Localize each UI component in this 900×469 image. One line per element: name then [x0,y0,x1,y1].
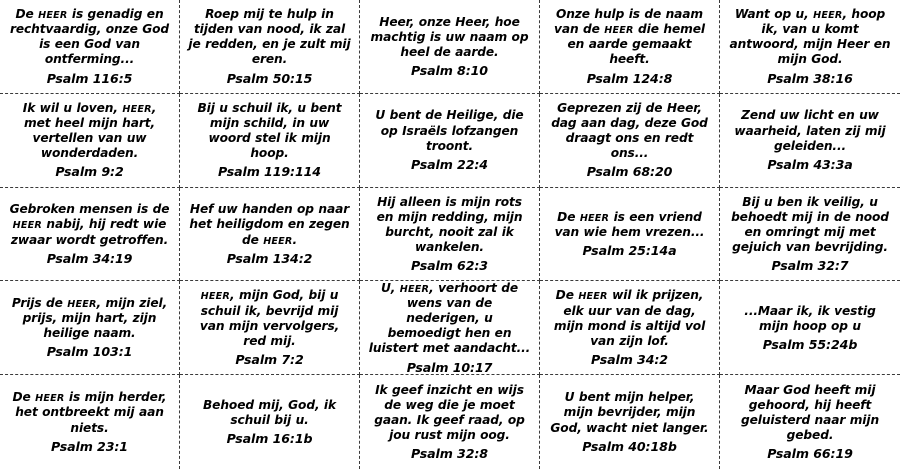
verse-fragment: , met heel mijn hart, vertellen van uw wonderdaden. [23,100,157,161]
verse-text [8,390,171,435]
verse-fragment: Hij alleen is mijn rots en mijn redding, mijn burcht, nooit zal ik wankelen. [376,194,523,255]
verse-card [540,0,720,94]
verse-reference: Psalm 43:3a [767,156,853,172]
verse-fragment: De [555,288,579,303]
verse-text [728,108,892,153]
verse-fragment: Gebroken mensen is de [9,202,170,217]
verse-card [720,0,900,94]
verse-text [368,383,531,444]
verse-reference: Psalm 66:19 [767,446,853,462]
verse-card [360,375,540,469]
verse-card [720,281,900,375]
verse-fragment: , mijn God, bij u schuil ik, bevrijd mij van mijn vervolgers, red mij. [199,288,340,348]
verse-fragment: De [15,7,39,22]
verse-text [8,7,171,68]
verse-card [0,0,180,94]
verse-fragment: Bij u ben ik veilig, u behoedt mij in de nood en omringt mij met gejuich van bevrijding. [731,194,889,255]
divine-name: HEER [579,212,610,224]
divine-name: HEER [263,235,293,247]
divine-name: HEER [35,393,65,405]
verse-card [360,281,540,375]
verse-reference: Psalm 34:19 [46,250,133,266]
divine-name: HEER [67,299,97,311]
verse-reference: Psalm 116:5 [46,70,133,86]
verse-fragment: is genadig en rechtvaardig, onze God is een God van ontferming... [9,7,170,67]
verse-fragment: De [12,390,36,405]
verse-reference: Psalm 119:114 [218,164,321,180]
verse-reference: Psalm 9:2 [55,164,124,180]
verse-text [188,398,351,428]
verse-text [548,7,711,68]
divine-name: HEER [813,10,843,22]
verse-card [540,188,720,282]
verse-fragment: Hef uw handen op naar het heiligdom en zegen de [189,202,350,247]
verse-fragment: , hoop ik, van u komt antwoord, mijn Heer en mijn God. [729,7,891,67]
verse-text [188,202,351,247]
divine-name: HEER [200,291,230,303]
divine-name: HEER [122,103,152,115]
verse-reference: Psalm 50:15 [226,70,313,86]
verse-fragment: Roep mij te hulp in tijden van nood, ik zal je redden, en je zult mij eren. [188,7,351,67]
verse-fragment: Ik geef inzicht en wijs de weg die je moet gaan. Ik geef raad, op jou rust mijn oog. [374,382,525,443]
verse-fragment: , mijn ziel, prijs, mijn hart, zijn heilige naam. [22,296,168,341]
verse-card [720,188,900,282]
verse-fragment: die hemel en aarde gemaakt heeft. [567,22,705,67]
divine-name: HEER [399,283,430,295]
verse-card [540,375,720,469]
verse-text [728,195,892,256]
verse-reference: Psalm 124:8 [586,70,673,86]
verse-text [548,101,711,162]
verse-text [368,195,531,256]
verse-fragment: Prijs de [11,296,68,311]
verse-reference: Psalm 34:2 [591,351,668,367]
verse-text [728,383,892,444]
verse-fragment: U bent mijn helper, mijn bevrijder, mijn God, wacht niet langer. [550,390,709,435]
verse-reference: Psalm 134:2 [226,250,313,266]
verse-text [548,288,711,349]
verse-fragment: U, [381,281,400,295]
verse-reference: Psalm 32:8 [411,446,488,462]
verse-card [180,0,360,94]
verse-reference: Psalm 62:3 [411,258,488,274]
verse-text [728,304,892,334]
verse-text [548,390,711,435]
verse-card [180,94,360,188]
verse-reference: Psalm 32:7 [771,258,849,274]
verse-fragment: Maar God heeft mij gehoord, hij heeft geluisterd naar mijn gebed. [740,382,880,443]
verse-card [0,375,180,469]
verse-fragment: wil ik prijzen, elk uur van de dag, mijn mond is altijd vol van zijn lof. [553,288,706,348]
verse-fragment: Zend uw licht en uw waarheid, laten zij mij geleiden... [734,108,886,153]
verse-reference: Psalm 40:18b [582,438,677,454]
verse-text [368,108,531,153]
verse-fragment: Behoed mij, God, ik schuil bij u. [202,397,337,428]
verse-text [8,296,171,341]
verse-fragment: nabij, hij redt wie zwaar wordt getroffen. [10,217,169,247]
verse-reference: Psalm 16:1b [226,431,313,447]
verse-card [360,188,540,282]
verse-card [540,281,720,375]
verse-text [728,7,892,68]
verse-reference: Psalm 10:17 [406,359,493,375]
verse-text [548,210,711,240]
verse-fragment: is mijn herder, het ontbreekt mij aan niets. [15,390,167,435]
verse-reference: Psalm 55:24b [762,336,858,352]
verse-fragment: is een vriend van wie hem vrezen... [554,209,705,239]
verse-reference: Psalm 68:20 [586,164,673,180]
verse-text [188,7,351,68]
verse-card [540,94,720,188]
verse-card [360,94,540,188]
verse-text [8,202,171,247]
verse-card [0,188,180,282]
verse-fragment: Want op u, [734,7,814,22]
verse-card [360,0,540,94]
verse-text [368,281,531,356]
verse-reference: Psalm 25:14a [582,243,677,259]
verse-fragment: Geprezen zij de Heer, dag aan dag, deze God draagt ons en redt ons... [551,100,708,161]
divine-name: HEER [12,220,42,232]
verse-fragment: ...Maar ik, ik vestig mijn hoop op u [744,303,876,333]
verse-fragment: Onze hulp is de naam van de [554,7,704,37]
verse-card [0,281,180,375]
verse-reference: Psalm 23:1 [51,438,128,454]
verse-card [180,188,360,282]
verse-fragment: U bent de Heilige, die op Israëls lofzangen troont. [375,108,524,153]
verse-card [180,281,360,375]
verse-fragment: De [557,209,580,224]
verse-text [8,101,171,162]
verse-text [188,288,351,349]
verse-card [180,375,360,469]
verse-reference: Psalm 7:2 [235,351,304,367]
verse-card [720,375,900,469]
verse-card [720,94,900,188]
verse-reference: Psalm 103:1 [46,344,133,360]
verse-reference: Psalm 8:10 [411,63,488,79]
divine-name: HEER [38,10,68,22]
verse-fragment: Bij u schuil ik, u bent mijn schild, in uw woord stel ik mijn hoop. [197,100,342,161]
divine-name: HEER [578,291,608,303]
verse-fragment: Ik wil u loven, [22,100,123,115]
verse-fragment: , verhoort de wens van de nederigen, u bemoedigt hen en luistert met aandacht... [368,281,531,356]
verse-fragment: Heer, onze Heer, hoe machtig is uw naam op heel de aarde. [370,14,529,59]
verse-reference: Psalm 22:4 [411,156,488,172]
verse-text [368,15,531,60]
divine-name: HEER [604,25,634,37]
verse-text [188,101,351,162]
verse-fragment: . [292,232,298,247]
verse-reference: Psalm 38:16 [767,70,853,86]
verse-card [0,94,180,188]
